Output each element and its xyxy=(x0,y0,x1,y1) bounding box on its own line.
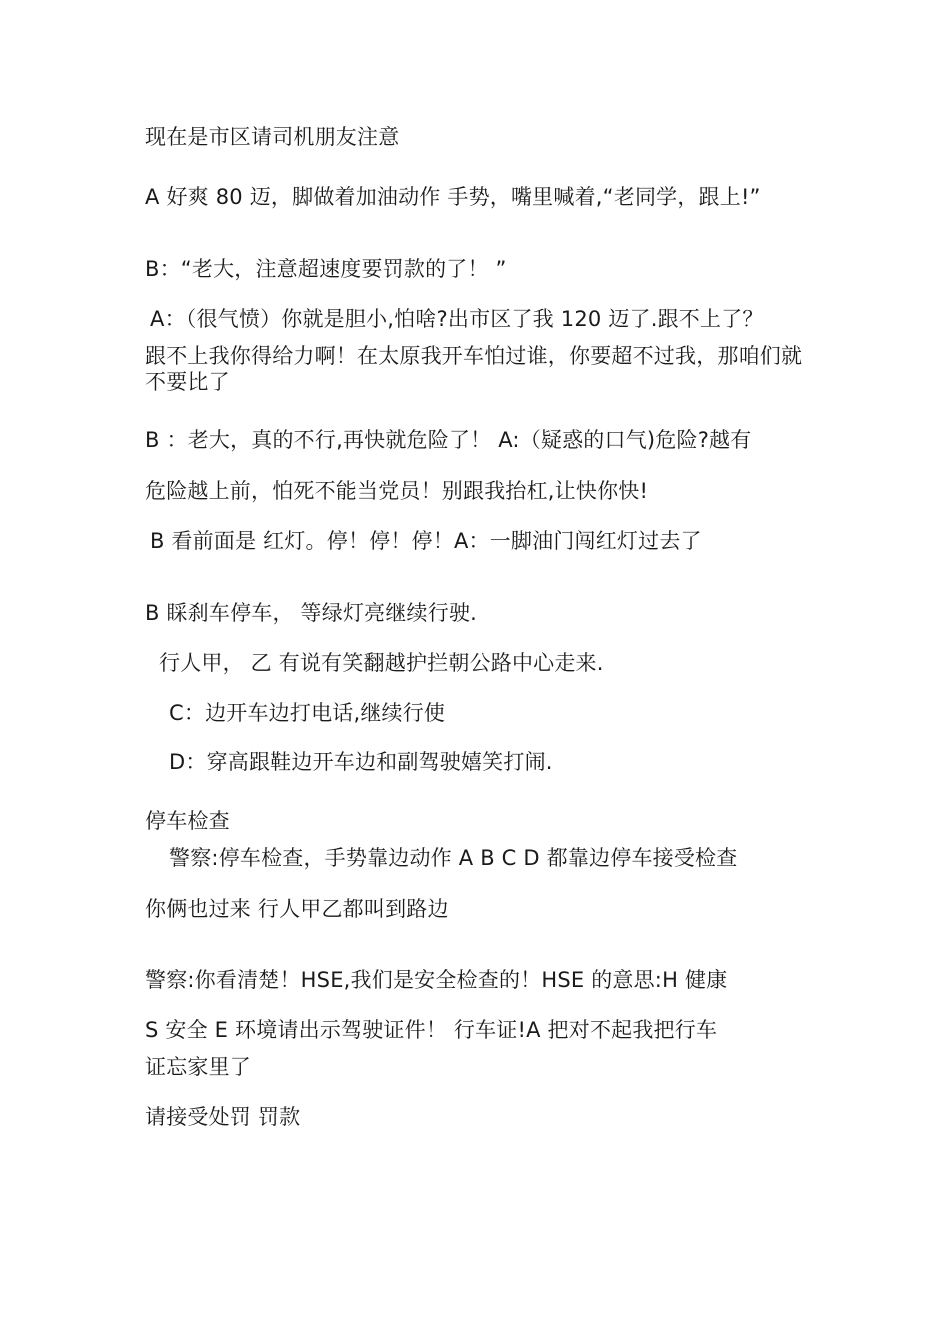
text-line-3: B：“老大，注意超速度要罚款的了！ ” xyxy=(145,257,507,281)
text-line-7: 危险越上前，怕死不能当党员！别跟我抬杠,让快你快! xyxy=(145,479,649,503)
text-line-5: 跟不上我你得给力啊！在太原我开车怕过谁，你要超不过我，那咱们就不要比了 xyxy=(145,344,803,394)
text-line-8: B 看前面是 红灯。停！停！停！A：一脚油门闯红灯过去了 xyxy=(150,529,702,553)
text-line-15: 你俩也过来 行人甲乙都叫到路边 xyxy=(145,897,449,921)
text-line-14: 警察:停车检查，手势靠边动作 A B C D 都靠边停车接受检查 xyxy=(169,846,738,870)
text-line-16: 警察:你看清楚！HSE,我们是安全检查的！HSE 的意思:H 健康 xyxy=(145,968,728,992)
text-line-11: C：边开车边打电话,继续行使 xyxy=(169,701,446,725)
text-line-9: B 睬刹车停车， 等绿灯亮继续行驶. xyxy=(145,601,478,625)
text-line-18: 证忘家里了 xyxy=(145,1055,251,1079)
text-line-12: D：穿高跟鞋边开车边和副驾驶嬉笑打闹. xyxy=(169,750,553,774)
text-line-2: A 好爽 80 迈，脚做着加油动作 手势，嘴里喊着,“老同学，跟上!” xyxy=(145,185,761,209)
text-line-4: A：（很气愤）你就是胆小,怕啥?出市区了我 120 迈了.跟不上了？ xyxy=(150,307,764,331)
text-line-10: 行人甲， 乙 有说有笑翻越护拦朝公路中心走来. xyxy=(159,651,604,675)
text-line-13: 停车检查 xyxy=(145,809,230,833)
text-line-17: S 安全 E 环境请出示驾驶证件！ 行车证!A 把对不起我把行车 xyxy=(145,1018,718,1042)
text-line-19: 请接受处罚 罚款 xyxy=(145,1105,301,1129)
text-line-6: B ：老大，真的不行,再快就危险了！ A:（疑惑的口气)危险?越有 xyxy=(145,428,752,452)
text-line-1: 现在是市区请司机朋友注意 xyxy=(145,125,400,149)
